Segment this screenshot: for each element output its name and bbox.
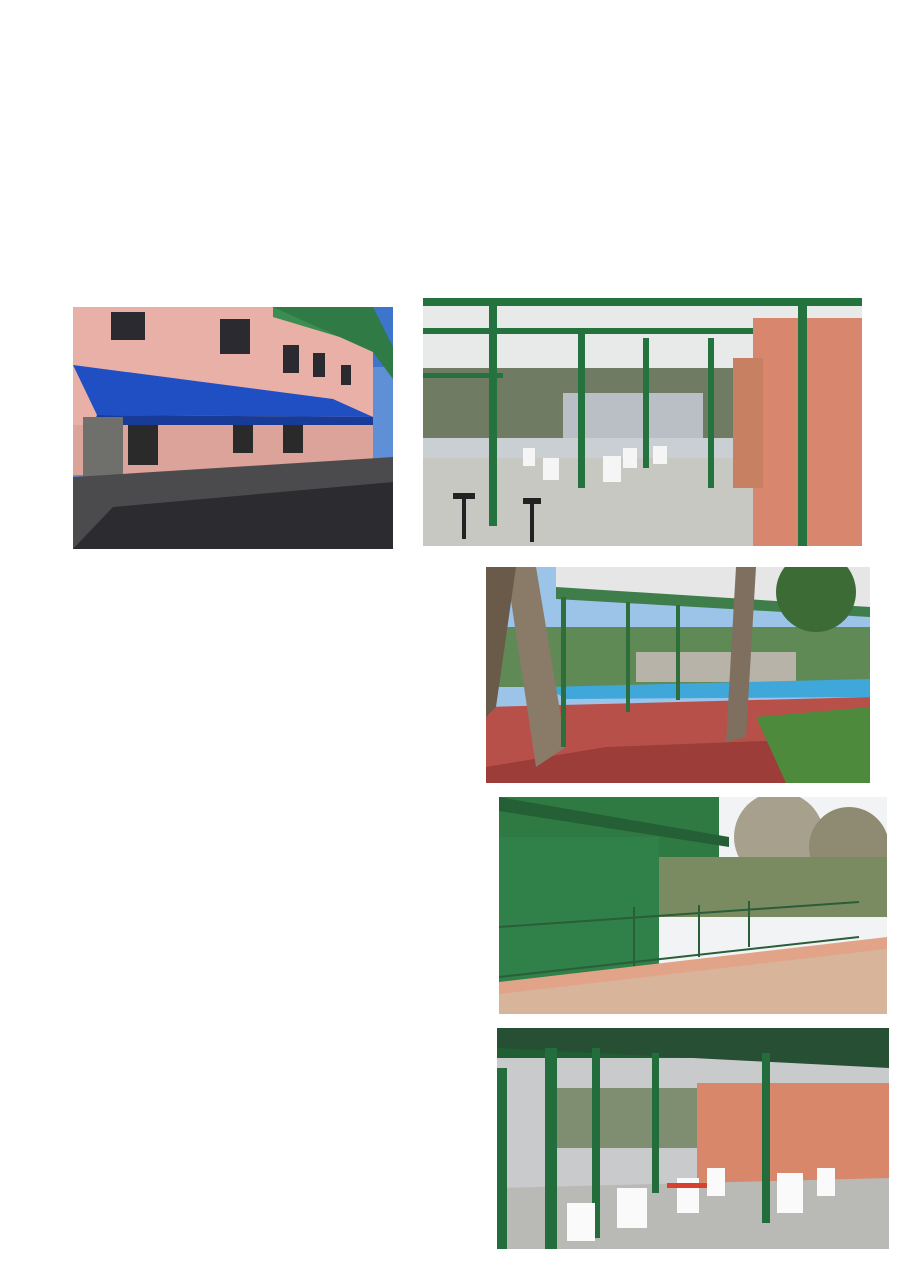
photo-club-building bbox=[73, 307, 393, 549]
photo-covered-terrace bbox=[423, 298, 862, 546]
photo-merendero-roof bbox=[497, 1028, 889, 1249]
installations-section bbox=[60, 585, 464, 587]
photo-new-chiringuito bbox=[486, 567, 870, 783]
photo-new-access-fence bbox=[499, 797, 887, 1014]
